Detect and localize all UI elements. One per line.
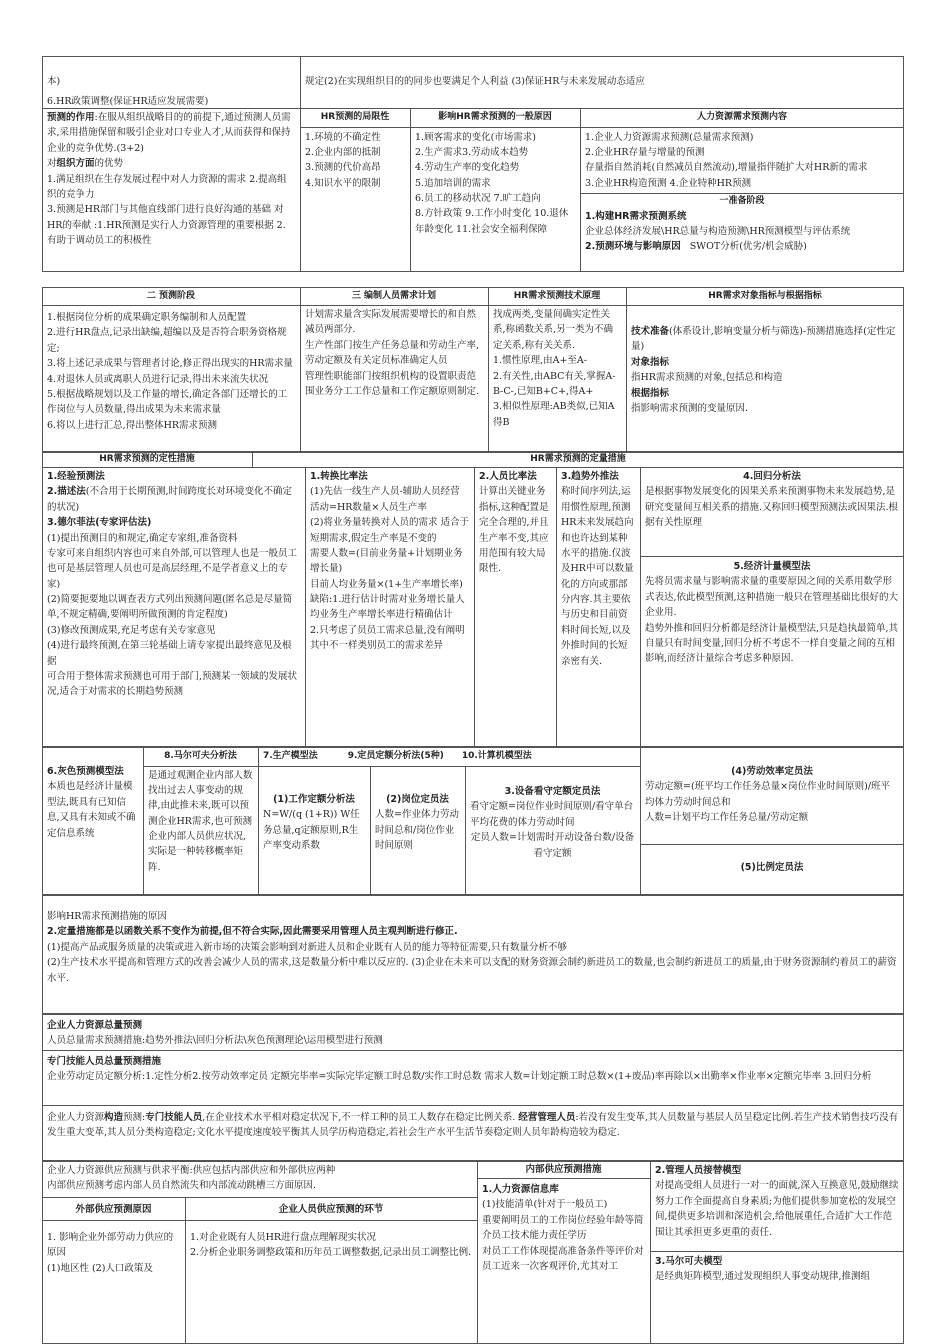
qualitative-methods: 1.经验预测法 2.描述法(不合用于长期预测,时间跨度长对环境变化不确定的状况) 3.德尔菲法(专家评估法) (1)提出预测目的和规定,确定专家组,准备资料 专家可来自组织内容也可来自外部,可以管理人也是一般员工也可是基层管理人员也可是高层经理,不是学者意义上的专家) (2)简要扼要地以调查表方式列出预测问题(匿名总是尽量简单,不规定精确,要阐明所做预测的肯定程度) (3)修改预测成果,充足考虑有关专家意见 (4)进行最终预测,在第三轮基础上请专家提出最终意见及根据 可合用于整体需求预测也可用于部门,预测某一领域的发展状况,适合于对需求的长期趋势预测 (47, 471, 298, 698)
work-quota-method: (1)工作定额分析法 N=W/(q (1+R)) W任务总量,q定额原则,R生产率变动系数 (263, 794, 360, 852)
influences-column: 影响HR需求预测的一般原因 1.顾客需求的变化(市场需求) 2.生产需求3.劳动成本趋势 4.劳动生产率的变化趋势 5.追加培训的需求 6.员工的移动状况 7.旷工趋向 8.方针政策 9.工作小时变化 10.退休年龄变化 11.社会安全福利保障 (410, 108, 580, 272)
staff-ratio-method: 2.人员比率法 计算出关键业务指标,这种配置是完全合理的,并且生产率不变,其应用范围有较大局限性. (479, 471, 549, 575)
forecast-stage-title: 二 预测阶段 (146, 291, 196, 301)
grey-model-method: 6.灰色预测模型法 本质也是经济计量模型法,既具有已知信息,又具有未知或不确定信息系统 (47, 766, 136, 839)
influences-note-text: 影响HR需求预测措施的原因 2.定量措施都是以函数关系不变作为前提,但不符合实际,因此需要采用管理人员主观判断进行修正. (1)提高产品或服务质量的决策或进入新市场的决策会影响到对新进人员和企业既有人员的能力等特征需要,只有数量分析不够 (2)生产技术水平提高和管理方式的改善会减少人员的需求,这是数量分析中难以反应的. (3)企业在未来可以支配的财务资源会制约新进员工的数量,也会制约新进员工的质量,由于财务资源制约着员工的薪资水平. (47, 911, 897, 984)
equipment-quota-method: 3.设备看守定额定员法 看守定额=岗位作业时间原则/看守单台平均花费的体力劳动时间 定员人数=计划需时开动设备台数/设备看守定额 (470, 786, 635, 859)
hr-info-base: 1.人力资源信息库 (1)技能清单(针对于一般员工) 重要阐明员工的工作岗位经验年龄等简介员工技术能力责任学历 对员工工作体现提高准备条件等评价对员工近来一次客观评价,尤其对工 (482, 1184, 644, 1272)
limitations-title: HR预测的局限性 (300, 108, 410, 128)
conversion-ratio-method: 1.转换比率法 (1)先估一线生产人员-辅助人员经营活动=HR数量×人员生产率 (2)将业务量转换对人员的需求 适合于短期需求,假定生产率是不变的 需要人数=(目前业务量+计划期业务增长量) 目前人均业务量×(1+生产率增长率) 缺陷:1.进行估计时需对业务增长量人均业务生产率增长率进行精确估计 2.只考虑了员员工需求总量,没有阐明其中不一样类别员工的需求差异 (310, 471, 469, 652)
tech-principle-title: HR需求预测技术原理 (513, 291, 601, 301)
regression-method: 4.回归分析法 是根据事物发展变化的因果关系来预测事物未来发展趋势,是研究变量间互相关系的措施.又称回归模型预测法或因果法.根据有关性原理 (645, 471, 899, 529)
total-forecast-text: 企业人力资源总量预测 人员总量需求预测措施:趋势外推法\回归分析法\灰色预测理论\运用模型进行预测 (47, 1020, 383, 1047)
hr-policy-line: 6.HR政策调整(保证HR适应发展需要) (47, 96, 209, 107)
econometric-method: 5.经济计量模型法 先将员需求量与影响需求量的重要原因之间的关系用数学形式表达,依此模型预测,这种措施一般只在管理基础比很好的大企业用. 趋势外推和回归分析都是经济计量模型法,只是趋执最简单,其自量只有时间变量,回归分析不考虑不一样自变量之间的互相影响,而经济计量综合考虑多种原因. (645, 561, 899, 665)
prep-stage-title: 一准备阶段 (580, 193, 904, 209)
external-supply-text: 1. 影响企业外部劳动力供应的原因 (1)地区性 (2)人口政策及 (47, 1232, 174, 1274)
demand-content-column: 人力资源需求预测内容 1.企业人力资源需求预测(总量需求预测) 2.企业HR存量与增量的预测 存量指自然消耗(自然减员自然流动),增量指伴随扩大对HR新的需求 3.企业HR构造预测 4.企业特种HR预测 一准备阶段 1.构建HR需求预测系统 企业总体经济发展\HR总量与构造预测\HR预测模型与评估系统 2.预测环境与影响原因 SWOT分析(优劣/机会威胁) (580, 108, 904, 272)
succession-model: 2.管理人员接替模型 对提高受组人员进行一对一的面就,深入互换意见,鼓励继续努力工作全面提高自身素质;为他们提供参加宽松的发展空间,提供更多培训和深造机会,给他展重任,合适扩大工作范围让其承担更多更重的责任. (655, 1165, 899, 1238)
tech-principle-text: 找成两类,变量间确实定性关系,称函数关系,另一类为不确定关系,称有关关系. 1.惯性原理,由A+至A- 2.有关性,由ABC有关,掌握A-B-C-,已知B+C+,得A+ 3.相似性原理:AB类似,已知A得B (493, 309, 616, 428)
internal-supply-title: 内部供应预测措施 (525, 1164, 602, 1175)
structure-forecast-text: 企业人力资源构造预测:专门技能人员,在企业技术水平相对稳定状况下,不一样工种的员工人数存在稳定比例关系. 经营管理人员:若没有发生变革,其人员数量与基层人员呈稳定比例.若生产技术销售技巧没有发生重大变革,其人员分类构造稳定;文化水平提度速度较平衡其人员学历构造稳定,若社会生产水平生活节奏稳定则人员年龄构造较为稳定. (47, 1112, 899, 1139)
trend-method: 3.趋势外推法 称时间序列法,运用惯性原理,预测HR未来发展趋向和也许达到某种水平的措施.仅波及HR中可以数量化的方向或那部分内容.其主要依与历史和目前资料时间长短,以及外推时间的长短亲密有关. (561, 471, 634, 667)
markov-method: 8.马尔可夫分析法 是通过观测企业内部人数找出过去人事变动的规律,由此推未来,既可以预测企业HR需求,也可预测企业内部人员供应状况,实际是一种转移概率矩阵. (143, 747, 258, 895)
quantitative-title: HR需求预测的定量措施 (530, 454, 626, 464)
external-supply-title: 外部供应预测原因 (75, 1204, 152, 1215)
supply-steps-text: 1.对企业既有人员HR进行盘点理解现实状况 2.分析企业职务调整政策和历年员工调整数据,记录出员工调整比例. (190, 1232, 472, 1259)
ratio-staffing-method: (5)比例定员法 (740, 862, 804, 873)
top-left-fragment: 本) (47, 76, 61, 87)
supply-steps-title: 企业人员供应预测的环节 (278, 1204, 384, 1215)
model-methods-row: 7.生产模型法 9.定员定额分析法(5种) 10.计算机模型法 (263, 751, 532, 761)
forecast-role-text: 预测的作用:在服从组织战略目的的前提下,通过预测人员需求,采用措施保留和吸引企业对口专业人才,从而获得和保持企业的竞争优势.(3+2) 对组织方面的优势 1.满足组织在生存发展过程中对人力资源的需求 2.提高组织的竞争力 3.预测是HR部门与其他直线部门进行良好沟通的基础 对HR的奉献 :1.HR预测是实行人力资源管理的重要根据 2.有助于调动员工的积极性 (47, 112, 291, 246)
demand-content-title: 人力资源需求预测内容 (580, 108, 904, 128)
plan-text: 计划需求量含实际发展需要增长的和自然减员两部分. 生产性部门按生产任务总量和劳动生产率,劳动定额及有关定员标准确定人员 管理性职能部门按组织机构的设置职责范围业务分工工作总量和工作定额原则制定. (305, 309, 480, 397)
top-right-fragment: 规定(2)在实现组织目的的同步也要满足个人利益 (3)保证HR与未来发展动态适应 (305, 76, 645, 87)
qualitative-title: HR需求预测的定性措施 (99, 454, 195, 464)
indicator-text: 技术准备(体系设计,影响变量分析与筛选)-预测措施选择(定性定量) 对象指标 指HR需求预测的对象,包括总和构造 根据指标 指影响需求预测的变量原因. (631, 326, 896, 414)
post-staffing-method: (2)岗位定员法 人数=作业体力劳动时间总和/岗位作业时间原则 (375, 794, 459, 852)
limitations-column: HR预测的局限性 1.环境的不确定性 2.企业内部的抵制 3.预测的代价高昂 4.知识水平的限制 (300, 108, 410, 272)
labor-efficiency-method: (4)劳动效率定员法 劳动定额=(班平均工作任务总量×岗位作业时间原则)/班平均体力劳动时间总和 人数=计划平均工作任务总量/劳动定额 (645, 766, 891, 824)
markov-model: 3.马尔可夫模型 是经典矩阵模型,通过发现组织人事变动规律,推测组 (655, 1256, 871, 1283)
influences-title: 影响HR需求预测的一般原因 (410, 108, 580, 128)
skilled-forecast-text: 专门技能人员总量预测措施 企业劳动定员定额分析:1.定性分析2.按劳动效率定员 定额完毕率=实际完毕定额工时总数/实作工时总数 需求人数=计划定额工时总数×(1+废品)率再除以×出勤率×作业率×定额完毕率 3.回归分析 (47, 1056, 872, 1083)
plan-title: 三 编制人员需求计划 (351, 291, 437, 301)
supply-intro: 企业人力资源供应预测与供求平衡:供应包括内部供应和外部供应两种 内部供应预测考虑内部人员自然流失和内部流动跳槽三方面原因. (47, 1165, 336, 1192)
forecast-stage-steps: 1.根据岗位分析的成果确定职务编制和人员配置 2.进行HR盘点,记录出缺编,超编以及是否符合职务资格规定; 3.将上述记录成果与管理者讨论,修正得出现实的HR需求量 4.对退休人员或离职人员进行记录,得出未来流失状况 5.根据战略规划以及工作量的增长,确定各部门还增长的工作岗位与人员数量,得出成果为未来需求量 6.将以上进行汇总,得出整体HR需求预测 (47, 312, 294, 431)
indicator-title: HR需求对象指标与根据指标 (708, 291, 822, 301)
